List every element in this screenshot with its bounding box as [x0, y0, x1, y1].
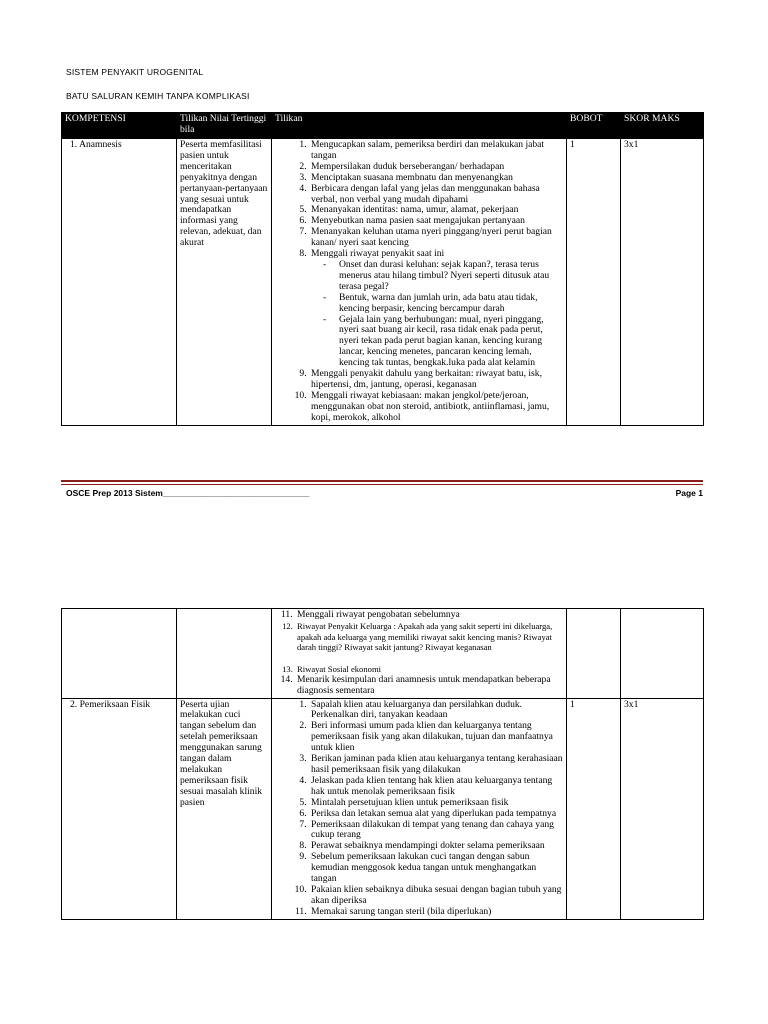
- skor-cell: 3x1: [621, 698, 704, 919]
- list-item: 2. Beri informasi umum pada klien dan keluarganya tentang pemeriksaan fisik yang akan dilakukan, tujuan dan manfaatnya untuk klien: [309, 721, 563, 754]
- footer-divider-thin: [61, 484, 703, 485]
- sub-list-item: - Bentuk, warna dan jumlah urin, ada batu atau tidak, kencing berpasir, kencing bercampur darah: [337, 293, 563, 315]
- list-item: 3. Menciptakan suasana membnatu dan menyenangkan: [309, 173, 563, 184]
- skor-cell: [621, 609, 704, 699]
- list-item: 8. Perawat sebaiknya mendampingi dokter selama pemeriksaan: [309, 841, 563, 852]
- header-skor-maks: SKOR MAKS: [621, 113, 704, 139]
- list-item: 7. Pemeriksaan dilakukan di tempat yang tenang dan cahaya yang cukup terang: [309, 820, 563, 842]
- list-item: 9. Menggali penyakit dahulu yang berkaitan: riwayat batu, isk, hipertensi, dm, jantung, operasi, keganasan: [309, 369, 563, 391]
- list-item: [309, 249, 563, 369]
- list-item: 2. Mempersilakan duduk berseberangan/ berhadapan: [309, 162, 563, 173]
- page-number: Page 1: [675, 488, 703, 498]
- list-item: 1. Sapalah klien atau keluarganya dan persilahkan duduk. Perkenalkan diri, tanyakan keadaan: [309, 700, 563, 722]
- list-item: 11. Menggali riwayat pengobatan sebelumnya: [295, 610, 563, 621]
- kompetensi-cell: 1. Anamnesis: [62, 139, 177, 426]
- table-row: [62, 139, 704, 426]
- kompetensi-cell: 2. Pemeriksaan Fisik: [62, 698, 177, 919]
- list-item: 6. Menyebutkan nama pasien saat mengajukan pertanyaan: [309, 216, 563, 227]
- list-item-text: Menggali riwayat penyakit saat ini: [311, 248, 445, 260]
- tilikan-cell: [272, 139, 567, 426]
- competency-table-page1: [61, 112, 704, 426]
- footer-divider: [61, 480, 703, 482]
- list-item: 7. Menanyakan keluhan utama nyeri pinggang/nyeri perut bagian kanan/ nyeri saat kencing: [309, 227, 563, 249]
- header-bobot: BOBOT: [567, 113, 621, 139]
- document-subtitle: BATU SALURAN KEMIH TANPA KOMPLIKASI: [66, 91, 250, 101]
- header-kompetensi: KOMPETENSI: [62, 113, 177, 139]
- list-item: 5. Mintalah persetujuan klien untuk pemeriksaan fisik: [309, 798, 563, 809]
- header-tilikan-nilai: Tilikan Nilai Tertinggi bila: [177, 113, 272, 139]
- table-row: [62, 609, 704, 699]
- skor-cell: 3x1: [621, 139, 704, 426]
- list-item: 4. Jelaskan pada klien tentang hak klien atau keluarganya tentang hak untuk menolak pemeriksaan fisik: [309, 776, 563, 798]
- list-item: 3. Berikan jaminan pada klien atau keluarganya tentang kerahasiaan hasil pemeriksaan fisik yang dilakukan: [309, 754, 563, 776]
- kompetensi-cell: [62, 609, 177, 699]
- list-item: 4. Berbicara dengan lafal yang jelas dan menggunakan bahasa verbal, non verbal yang mudah dipahami: [309, 184, 563, 206]
- bobot-cell: 1: [567, 698, 621, 919]
- sub-list: [311, 260, 563, 369]
- list-item: 12. Riwayat Penyakit Keluarga : Apakah ada yang sakit seperti ini dikeluarga, apakah ada keluarga yang memiliki riwayat sakit kencing manis? Riwayat darah tinggi? Riwayat sakit jantung? Riwayat keganasan: [295, 621, 563, 653]
- list-item: 1. Mengucapkan salam, pemeriksa berdiri dan melakukan jabat tangan: [309, 140, 563, 162]
- tilikan-cell: [272, 609, 567, 699]
- tilikan-tertinggi-cell: Peserta memfasilitasi pasien untuk menceritakan penyakitnya dengan pertanyaan-pertanyaan yang sesuai untuk mendapatkan informasi yang relevan, adekuat, dan akurat: [177, 139, 272, 426]
- tilikan-tertinggi-cell: [177, 609, 272, 699]
- list-item: 14. Menarik kesimpulan dari anamnesis untuk mendapatkan beberapa diagnosis sementara: [295, 675, 563, 697]
- tilikan-list: [275, 700, 563, 918]
- list-item: 10. Menggali riwayat kebiasaan: makan jengkol/pete/jeroan, menggunakan obat non steroid, antibiotk, antiinflamasi, jamu, kopi, merokok, alkohol: [309, 391, 563, 424]
- header-tilikan: Tilikan: [272, 113, 567, 139]
- sub-list-item: - Onset dan durasi keluhan: sejak kapan?, terasa terus menerus atau hilang timbul? Nyeri seperti ditusuk atau terasa pegal?: [337, 260, 563, 293]
- footer-left-text: OSCE Prep 2013 Sistem_______________________________: [66, 488, 310, 498]
- list-item: 9. Sebelum pemeriksaan lakukan cuci tangan dengan sabun kemudian menggosok kedua tangan untuk menghangatkan tangan: [309, 852, 563, 885]
- list-item: 6. Periksa dan letakan semua alat yang diperlukan pada tempatnya: [309, 809, 563, 820]
- bobot-cell: [567, 609, 621, 699]
- tilikan-cell: [272, 698, 567, 919]
- tilikan-list: [275, 140, 563, 424]
- tilikan-tertinggi-cell: Peserta ujian melakukan cuci tangan sebelum dan setelah pemeriksaan menggunakan sarung tangan dalam melakukan pemeriksaan fisik sesuai masalah klinik pasien: [177, 698, 272, 919]
- sub-list-item: - Gejala lain yang berhubungan: mual, nyeri pinggang, nyeri saat buang air kecil, rasa tidak enak pada perut, nyeri tekan pada perut bagian kanan, kencing kurang lancar, kencing menetes, pancaran kencing lemah, kencing tak tuntas, bengkak.luka pada alat kelamin: [337, 315, 563, 370]
- list-item: 11. Memakai sarung tangan steril (bila diperlukan): [309, 907, 563, 918]
- document-title: SISTEM PENYAKIT UROGENITAL: [66, 67, 204, 77]
- table-header-row: [62, 113, 704, 139]
- tilikan-list: [275, 610, 563, 697]
- list-item: 5. Menanyakan identitas: nama, umur, alamat, pekerjaan: [309, 205, 563, 216]
- competency-table-page2: [61, 608, 704, 920]
- list-item: 13. Riwayat Sosial ekonomi: [295, 664, 563, 675]
- list-item: 10. Pakaian klien sebaiknya dibuka sesuai dengan bagian tubuh yang akan diperiksa: [309, 885, 563, 907]
- table-row: [62, 698, 704, 919]
- bobot-cell: 1: [567, 139, 621, 426]
